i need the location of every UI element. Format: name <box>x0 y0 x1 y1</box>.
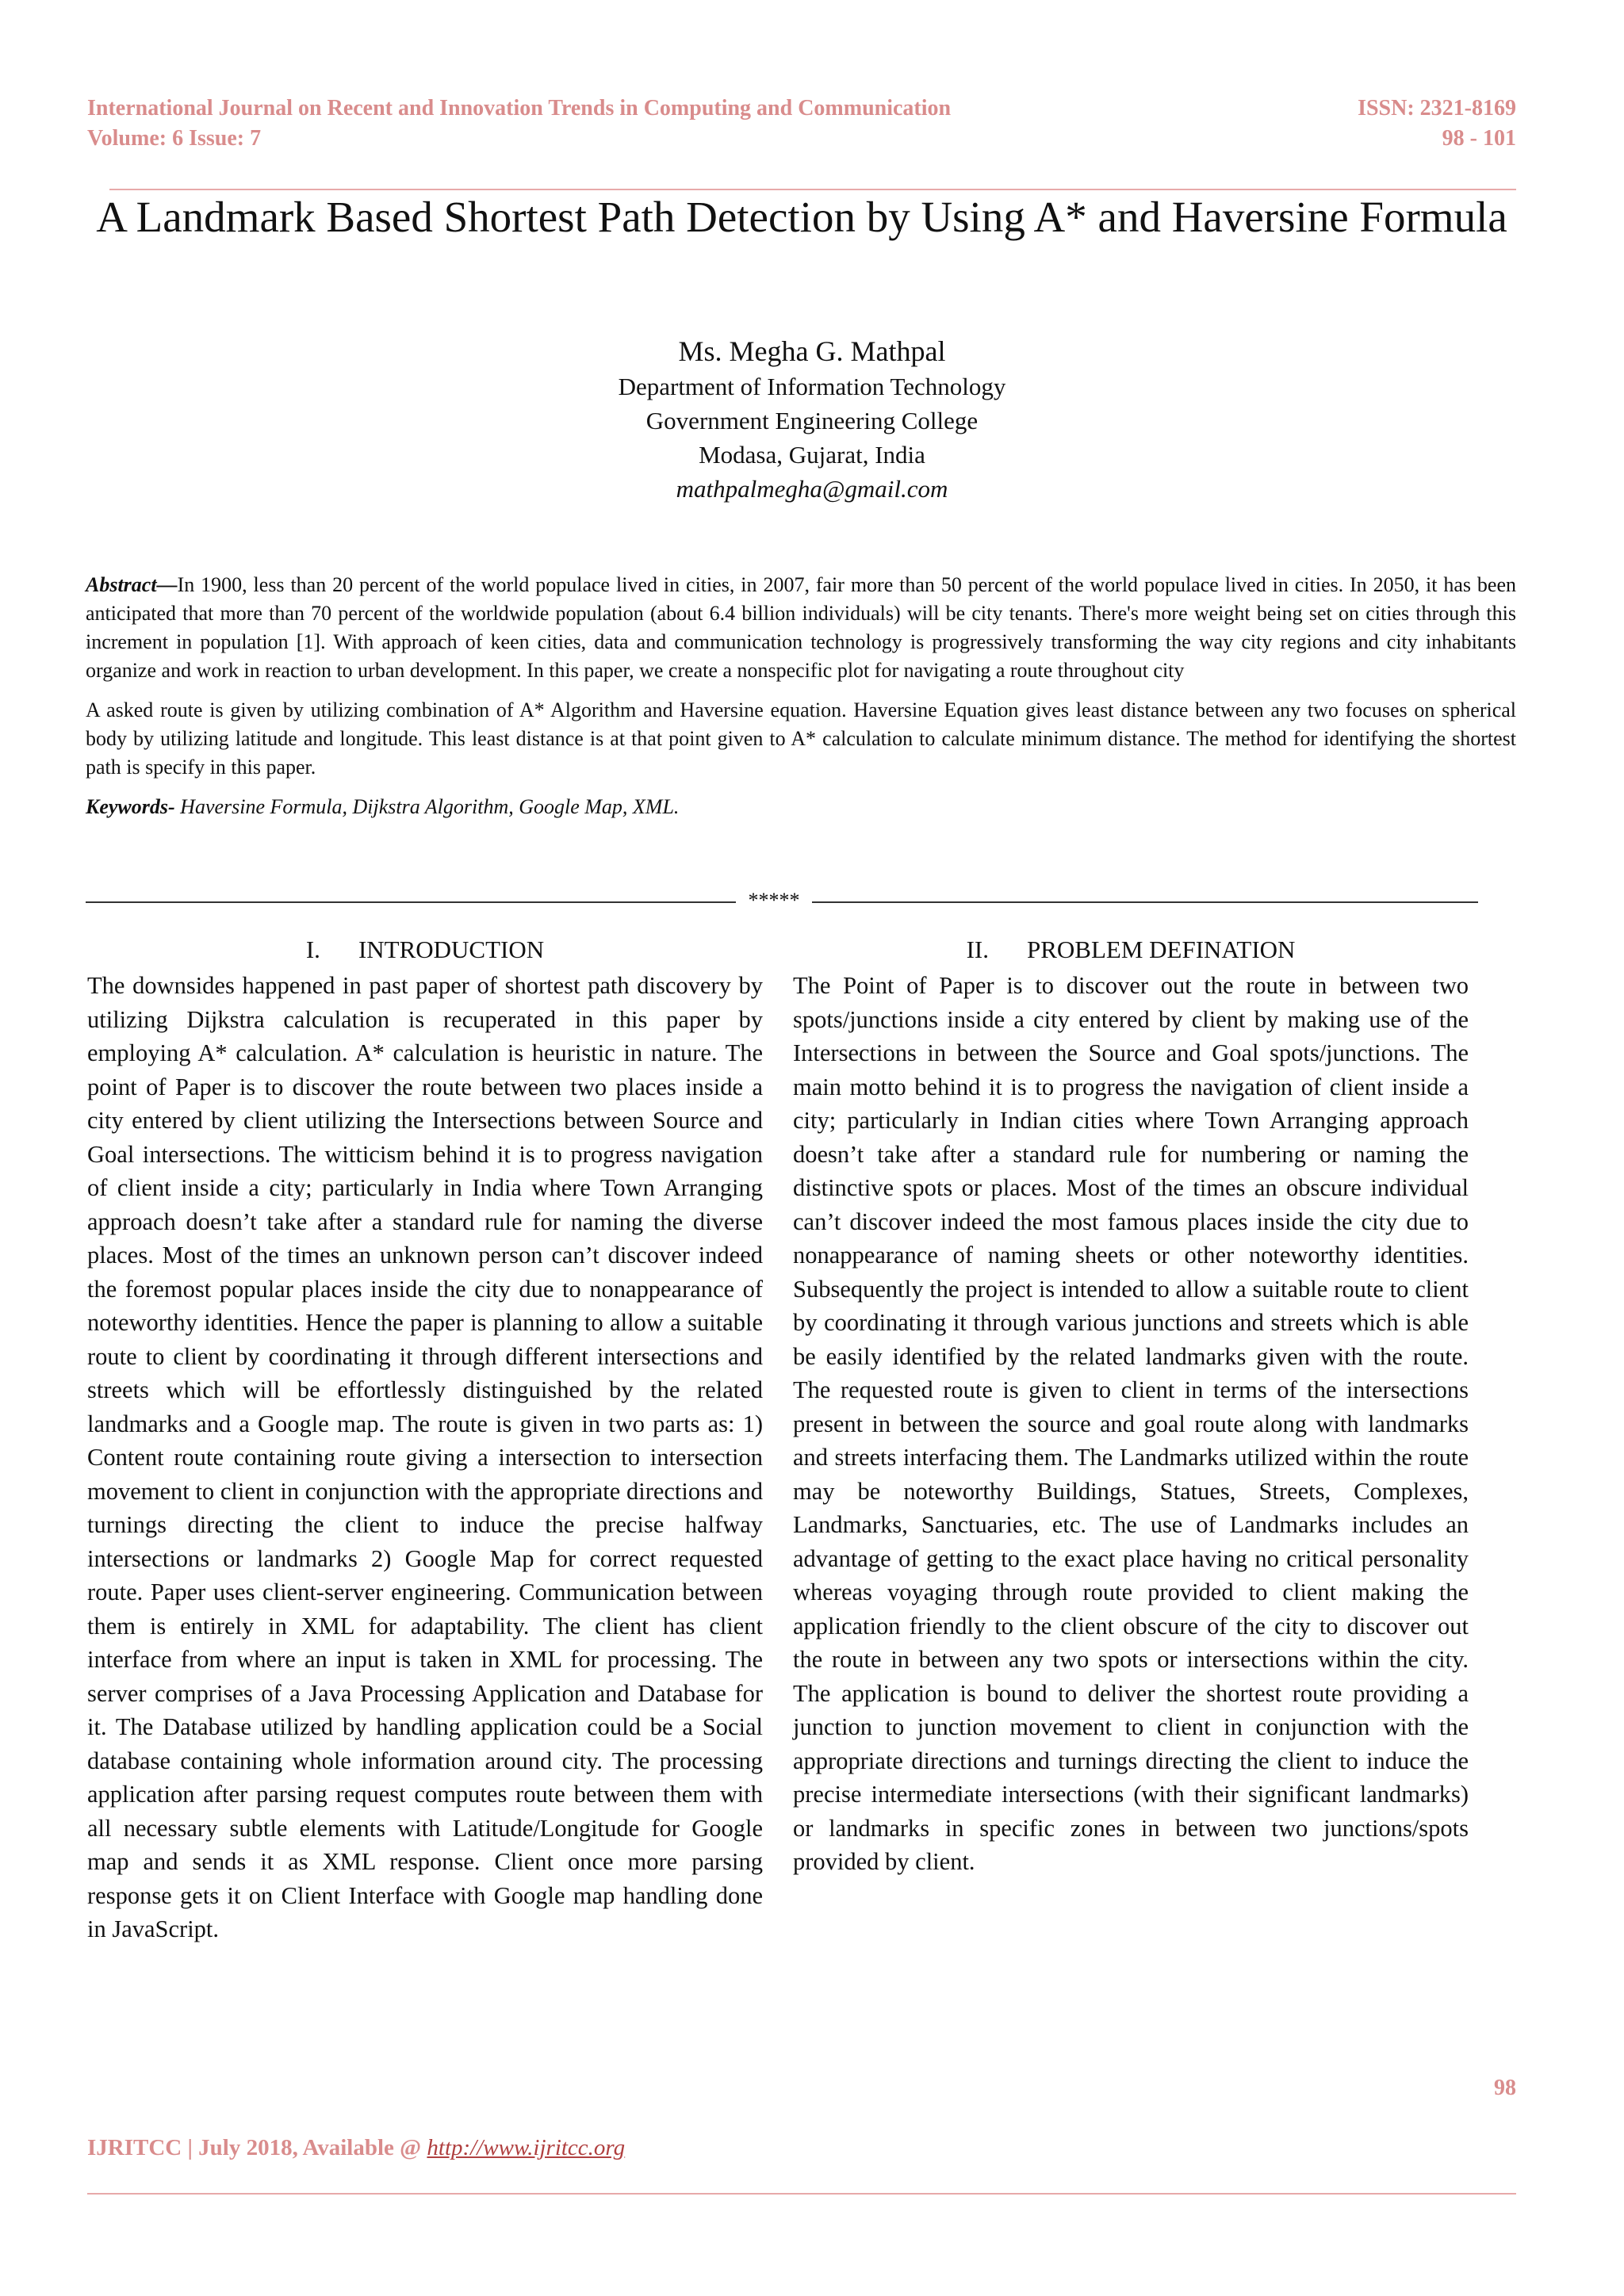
paper-title: A Landmark Based Shortest Path Detection by Using A* and Haversine Formula <box>96 193 1507 241</box>
author-location: Modasa, Gujarat, India <box>699 441 925 469</box>
author-block <box>0 333 1624 506</box>
separator-line-right <box>812 901 1478 903</box>
abstract-para-2: A asked route is given by utilizing combination of A* Algorithm and Haversine equation. Haversine Equation gives least distance between any two focuses on spherical body by utilizing latitude and longitude. This least distance is at that point given to A* calculation to calculate minimum distance. The method for identifying the shortest path is specify in this paper. <box>86 698 1516 779</box>
page-header <box>87 94 1516 165</box>
header-left <box>87 94 951 154</box>
abstract-text-1: In 1900, less than 20 percent of the world populace lived in cities, in 2007, fair more than 50 percent of the world populace lived in cities. In 2050, it has been anticipated that more than 70 percent of the worldwide population (about 6.4 billion individuals) will be city tenants. There's more weight being set on cities through this increment in population [1]. With approach of keen cities, data and communication technology is progressively transforming the way city regions and city inhabitants organize and work in reaction to urban development. In this paper, we create a nonspecific plot for navigating a route throughout city <box>86 573 1516 682</box>
section-separator <box>86 886 1478 915</box>
problem-body: The Point of Paper is to discover out the route in between two spots/junctions inside a city entered by client by making use of the Intersections in between the Source and Goal spots/junctions. The main motto behind it is to progress the navigation of client inside a city; particularly in Indian cities where Town Arranging approach doesn’t take after a standard rule for numbering or naming the distinctive spots or places. Most of the times an obscure individual can’t discover indeed the most famous places inside the city due to nonappearance of naming sheets or other noteworthy identities. Subsequently the project is intended to allow a suitable route to client by coordinating it through various junctions and streets which is able be easily identified by the related landmarks given with the route. The requested route is given to client in terms of the intersections present in between the source and goal route along with landmarks and streets interfacing them. The Landmarks utilized within the route may be noteworthy Buildings, Statues, Streets, Complexes, Landmarks, Sanctuaries, etc. The use of Landmarks includes an advantage of getting to the exact place having no critical personality whereas voyaging through route provided to client making the application friendly to the client obscure of the city to discover out the route in between any two spots or intersections within the city. The application is bound to deliver the shortest route providing a junction to junction movement to client in conjunction with the appropriate directions and turnings directing the client to induce the precise intermediate intersections (with their significant landmarks) or landmarks in specific zones in between two junctions/spots provided by client. <box>793 972 1469 1875</box>
footer-text: IJRITCC | July 2018, Available @ <box>87 2135 427 2160</box>
separator-line-left <box>86 901 736 903</box>
section-heading-problem <box>793 932 1469 967</box>
issn: ISSN: 2321-8169 <box>1358 96 1516 121</box>
author-department: Department of Information Technology <box>618 373 1006 400</box>
column-right <box>793 932 1469 1879</box>
keywords-text: Haversine Formula, Dijkstra Algorithm, Google Map, XML. <box>174 795 680 818</box>
section-heading-introduction <box>87 932 763 967</box>
column-left <box>87 932 763 1946</box>
author-name: Ms. Megha G. Mathpal <box>678 335 946 367</box>
author-college: Government Engineering College <box>645 407 979 434</box>
section-title: INTRODUCTION <box>358 936 545 963</box>
introduction-body: The downsides happened in past paper of shortest path discovery by utilizing Dijkstra calculation is recuperated in this paper by employing A* calculation. A* calculation is heuristic in nature. The point of Paper is to discover the route between two places inside a city entered by client utilizing the Intersections between Source and Goal intersections. The witticism behind it is to progress navigation of client inside a city; particularly in India where Town Arranging approach doesn’t take after a standard rule for naming the diverse places. Most of the times an unknown person can’t discover indeed the foremost popular places inside the city due to nonappearance of noteworthy identities. Hence the paper is planning to allow a suitable route to client by coordinating it through different intersections and streets which will be effortlessly distinguished by the related landmarks and a Google map. The route is given in two parts as: 1) Content route containing route giving a intersection to intersection movement to client in conjunction with the appropriate directions and turnings directing the client to induce the precise halfway intersections or landmarks 2) Google Map for correct requested route. Paper uses client-server engineering. Communication between them is entirely in XML for adaptability. The client has client interface from where an input is taken in XML for processing. The server comprises of a Java Processing Application and Database for it. The Database utilized by handling application could be a Social database containing whole information around city. The processing application after parsing request computes route between them with all necessary subtle elements with Latitude/Longitude for Google map and sends it as XML response. Client once more parsing response gets it on Client Interface with Google map handling done in JavaScript. <box>87 972 763 1942</box>
keywords-label: Keywords- <box>86 795 175 818</box>
journal-name: International Journal on Recent and Innovation Trends in Computing and Communication <box>87 96 952 121</box>
footer-link[interactable]: http://www.ijritcc.org <box>427 2135 626 2160</box>
footer <box>87 2135 625 2161</box>
separator-stars: ***** <box>748 889 800 912</box>
volume-issue: Volume: 6 Issue: 7 <box>87 126 262 151</box>
page-number: 98 <box>1494 2076 1516 2100</box>
page-range: 98 - 101 <box>1442 126 1516 151</box>
section-title: PROBLEM DEFINATION <box>1026 936 1296 963</box>
section-number: II. <box>966 936 989 963</box>
author-email: mathpalmegha@gmail.com <box>676 475 948 503</box>
abstract-label: Abstract— <box>86 573 178 596</box>
footer-rule <box>87 2193 1516 2195</box>
abstract <box>86 571 1516 832</box>
header-right <box>1358 94 1516 154</box>
abstract-para-1 <box>86 571 1516 685</box>
section-number: I. <box>305 936 320 963</box>
keywords <box>86 793 1516 821</box>
